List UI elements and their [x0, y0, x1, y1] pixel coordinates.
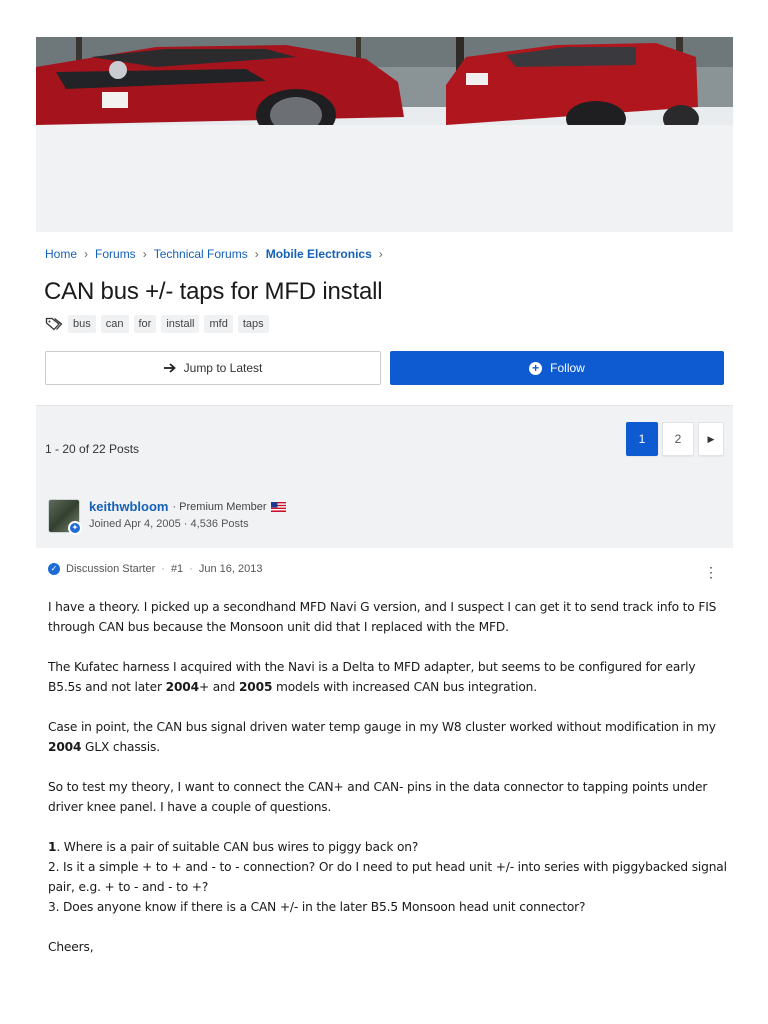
thread-header-band	[36, 405, 733, 548]
post-number-link[interactable]: #1	[170, 563, 184, 575]
post-count: 1 - 20 of 22 Posts	[45, 442, 140, 456]
breadcrumb-separator: ›	[254, 247, 259, 261]
tag-item[interactable]: mfd	[204, 315, 232, 333]
tag-item[interactable]: taps	[238, 315, 269, 333]
arrow-right-icon	[164, 363, 176, 373]
breadcrumb-mobile-electronics[interactable]: Mobile Electronics	[265, 247, 372, 261]
tag-icon	[45, 316, 63, 332]
post-paragraph: Case in point, the CAN bus signal driven water temp gauge in my W8 cluster worked without modification in my 2004 GLX chassis.	[48, 720, 716, 754]
tag-item[interactable]: bus	[68, 315, 96, 333]
post-paragraph: I have a theory. I picked up a secondhand MFD Navi G version, and I suspect I can get it to send track info to FIS through CAN bus because the Monsoon unit did that I replaced with the MFD.	[48, 600, 717, 634]
tag-list	[45, 315, 269, 333]
breadcrumb-separator: ›	[378, 247, 383, 261]
pagination	[626, 422, 724, 456]
avatar[interactable]	[48, 499, 80, 533]
meta-separator: ·	[189, 563, 193, 575]
more-options-icon[interactable]: ⋮	[704, 564, 718, 580]
jump-to-latest-label: Jump to Latest	[183, 361, 263, 375]
tag-item[interactable]: install	[161, 315, 199, 333]
breadcrumb-separator: ›	[84, 247, 89, 261]
post-question: 2. Is it a simple + to + and - to - connection? Or do I need to put head unit +/- into series with piggybacked signal pair, e.g. + to - and - to +?	[48, 860, 727, 894]
jump-to-latest-button[interactable]	[45, 351, 381, 385]
follow-button[interactable]	[390, 351, 724, 385]
follow-label: Follow	[550, 361, 585, 375]
next-page-button[interactable]	[698, 422, 724, 456]
page-2-button[interactable]: 2	[662, 422, 694, 456]
post-paragraph: So to test my theory, I want to connect the CAN+ and CAN- pins in the data connector to tapping points under driver knee panel. I have a couple of questions.	[48, 780, 708, 814]
chevron-right-icon: ▶	[707, 433, 715, 444]
check-circle-icon: ✓	[48, 563, 60, 575]
tag-item[interactable]: for	[134, 315, 157, 333]
meta-separator: ·	[161, 563, 165, 575]
discussion-starter-label: Discussion Starter	[66, 563, 156, 575]
breadcrumb-separator: ›	[142, 247, 147, 261]
post-question: 3. Does anyone know if there is a CAN +/- in the later B5.5 Monsoon head unit connector?	[48, 900, 586, 914]
author-name[interactable]: keithwbloom	[89, 499, 169, 514]
us-flag-icon	[271, 502, 286, 512]
post-date: Jun 16, 2013	[198, 563, 263, 575]
breadcrumb-home[interactable]: Home	[45, 247, 78, 261]
breadcrumb-technical-forums[interactable]: Technical Forums	[153, 247, 248, 261]
author-stats: Joined Apr 4, 2005 · 4,536 Posts	[89, 518, 249, 530]
author-block	[48, 499, 286, 533]
breadcrumb	[45, 246, 383, 262]
plus-circle-icon: +	[529, 362, 542, 375]
author-rank: · Premium Member	[172, 500, 267, 513]
page-1-button[interactable]: 1	[626, 422, 658, 456]
tag-item[interactable]: can	[101, 315, 129, 333]
premium-badge-icon: ✦	[68, 521, 82, 535]
post-body	[48, 597, 728, 957]
forum-banner-image	[36, 37, 733, 125]
breadcrumb-forums[interactable]: Forums	[95, 247, 136, 261]
thread-title: CAN bus +/- taps for MFD install	[44, 278, 383, 305]
ad-placeholder	[36, 125, 733, 232]
post-signoff: Cheers,	[48, 940, 94, 954]
post-question: 1. Where is a pair of suitable CAN bus wires to piggy back on?	[48, 840, 419, 854]
post-paragraph: The Kufatec harness I acquired with the Navi is a Delta to MFD adapter, but seems to be configured for early B5.5s and not later 2004+ and 2005 models with increased CAN bus integration.	[48, 660, 696, 694]
post-meta	[48, 563, 262, 575]
